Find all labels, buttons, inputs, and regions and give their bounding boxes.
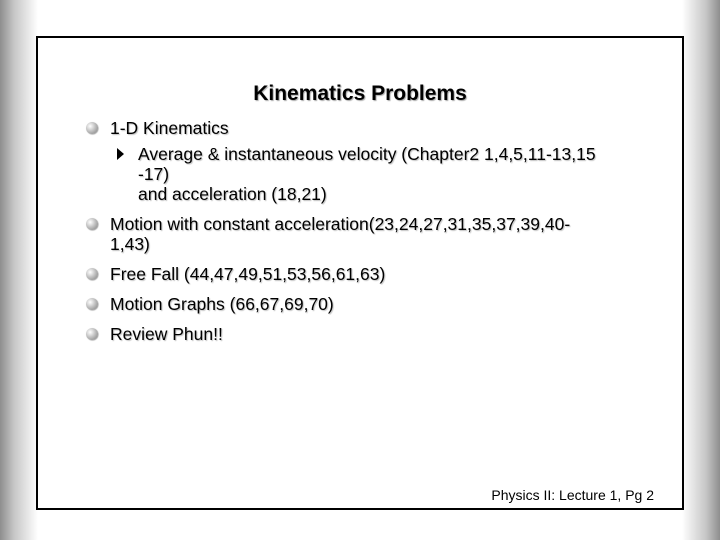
list-item <box>86 294 676 314</box>
bullet-text: Free Fall (44,47,49,51,53,56,61,63) <box>110 264 386 284</box>
sub-bullet-text-line3: and acceleration (18,21) <box>138 184 327 204</box>
arrow-bullet-icon <box>117 148 124 160</box>
bullet-text: Motion Graphs (66,67,69,70) <box>110 294 334 314</box>
bullet-circle-icon <box>86 122 98 134</box>
sub-bullet-text-line2: -17) <box>138 164 170 184</box>
bullet-list <box>86 118 676 354</box>
list-item <box>86 118 676 204</box>
sub-bullet-text-line1: Average & instantaneous velocity (Chapter2 1,4,5,11-13,15 <box>138 144 596 164</box>
bullet-circle-icon <box>86 268 98 280</box>
slide-frame <box>36 36 684 510</box>
slide-title: Kinematics Problems <box>253 82 467 105</box>
bullet-text: 1-D Kinematics <box>110 118 229 138</box>
bullet-circle-icon <box>86 298 98 310</box>
list-item <box>86 264 676 284</box>
bullet-text: Review Phun!! <box>110 324 223 344</box>
bullet-text-line2: 1,43) <box>110 234 150 254</box>
list-item <box>86 214 676 254</box>
list-item <box>86 324 676 344</box>
sub-bullet-list <box>110 144 676 204</box>
slide-footer: Physics II: Lecture 1, Pg 2 <box>491 487 654 503</box>
bullet-circle-icon <box>86 218 98 230</box>
bullet-circle-icon <box>86 328 98 340</box>
sub-list-item <box>110 144 676 204</box>
bullet-text-line1: Motion with constant acceleration(23,24,27,31,35,37,39,40- <box>110 214 571 234</box>
